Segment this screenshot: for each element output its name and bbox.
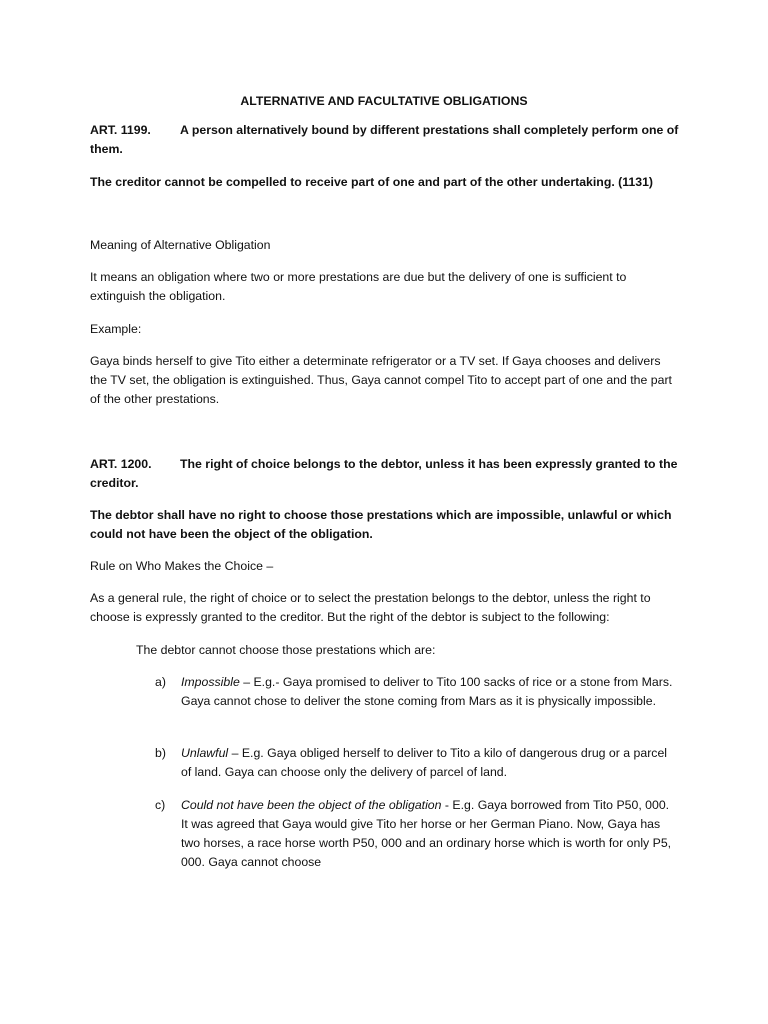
- list-item-text: - E.g. Gaya borrowed from Tito P50, 000. It was agreed that Gaya would give Tito her horse or her German Piano. Now, Gaya has two horses, a race horse worth P50, 000 and an ordinary horse which is worth for only P5, 000. Gaya cannot choose: [181, 798, 672, 869]
- rule-sub-intro: The debtor cannot choose those prestations which are:: [136, 643, 436, 657]
- example-text: Gaya binds herself to give Tito either a determinate refrigerator or a TV set. If Gaya chooses and delivers the TV set, the obligation is extinguished. Thus, Gaya cannot compel Tito to accept part of one and the part of the other prestations.: [90, 354, 672, 406]
- example-label: Example:: [90, 322, 142, 336]
- list-item-text: – E.g. Gaya obliged herself to deliver to Tito a kilo of dangerous drug or a parcel of land. Gaya can choose only the delivery of parcel of land.: [181, 746, 668, 779]
- list-item-marker: b): [155, 746, 166, 760]
- rule-heading: Rule on Who Makes the Choice –: [90, 559, 274, 573]
- art-1199-number: ART. 1199.: [90, 123, 151, 137]
- art-1200-number: ART. 1200.: [90, 457, 152, 471]
- list-item-text: – E.g.- Gaya promised to deliver to Tito 100 sacks of rice or a stone from Mars. Gaya cannot chose to deliver the stone coming from Mars as it is physically impossible.: [181, 675, 673, 708]
- art-1199-paragraph: [90, 121, 680, 159]
- rule-text: As a general rule, the right of choice or to select the prestation belongs to the debtor, unless the right to choose is expressly granted to the creditor. But the right of the debtor is subject to the following:: [90, 591, 651, 624]
- list-item-term: Impossible: [181, 675, 240, 689]
- art-1199-text-line2: them.: [90, 142, 123, 156]
- art-1200-paragraph: [90, 455, 680, 493]
- document-title: ALTERNATIVE AND FACULTATIVE OBLIGATIONS: [240, 94, 528, 108]
- art-1200-text-line2: creditor.: [90, 476, 139, 490]
- list-item: [155, 796, 675, 872]
- meaning-text: It means an obligation where two or more prestations are due but the delivery of one is sufficient to extinguish the obligation.: [90, 270, 627, 303]
- list-item-term: Unlawful: [181, 746, 229, 760]
- art-1199-paragraph-2: The creditor cannot be compelled to receive part of one and part of the other undertaking. (1131): [90, 175, 654, 189]
- list-item-term: Could not have been the object of the obligation: [181, 798, 442, 812]
- art-1199-text-line1: A person alternatively bound by different prestations shall completely perform one of: [180, 123, 679, 137]
- list-item-marker: a): [155, 675, 166, 689]
- list-item-marker: c): [155, 798, 166, 812]
- meaning-heading: Meaning of Alternative Obligation: [90, 238, 271, 252]
- list-item: [155, 744, 675, 782]
- art-1200-text-line1: The right of choice belongs to the debtor, unless it has been expressly granted to the: [180, 457, 678, 471]
- list-item: [155, 673, 675, 711]
- art-1200-paragraph-2: The debtor shall have no right to choose those prestations which are impossible, unlawful or which could not have been the object of the obligation.: [90, 508, 672, 541]
